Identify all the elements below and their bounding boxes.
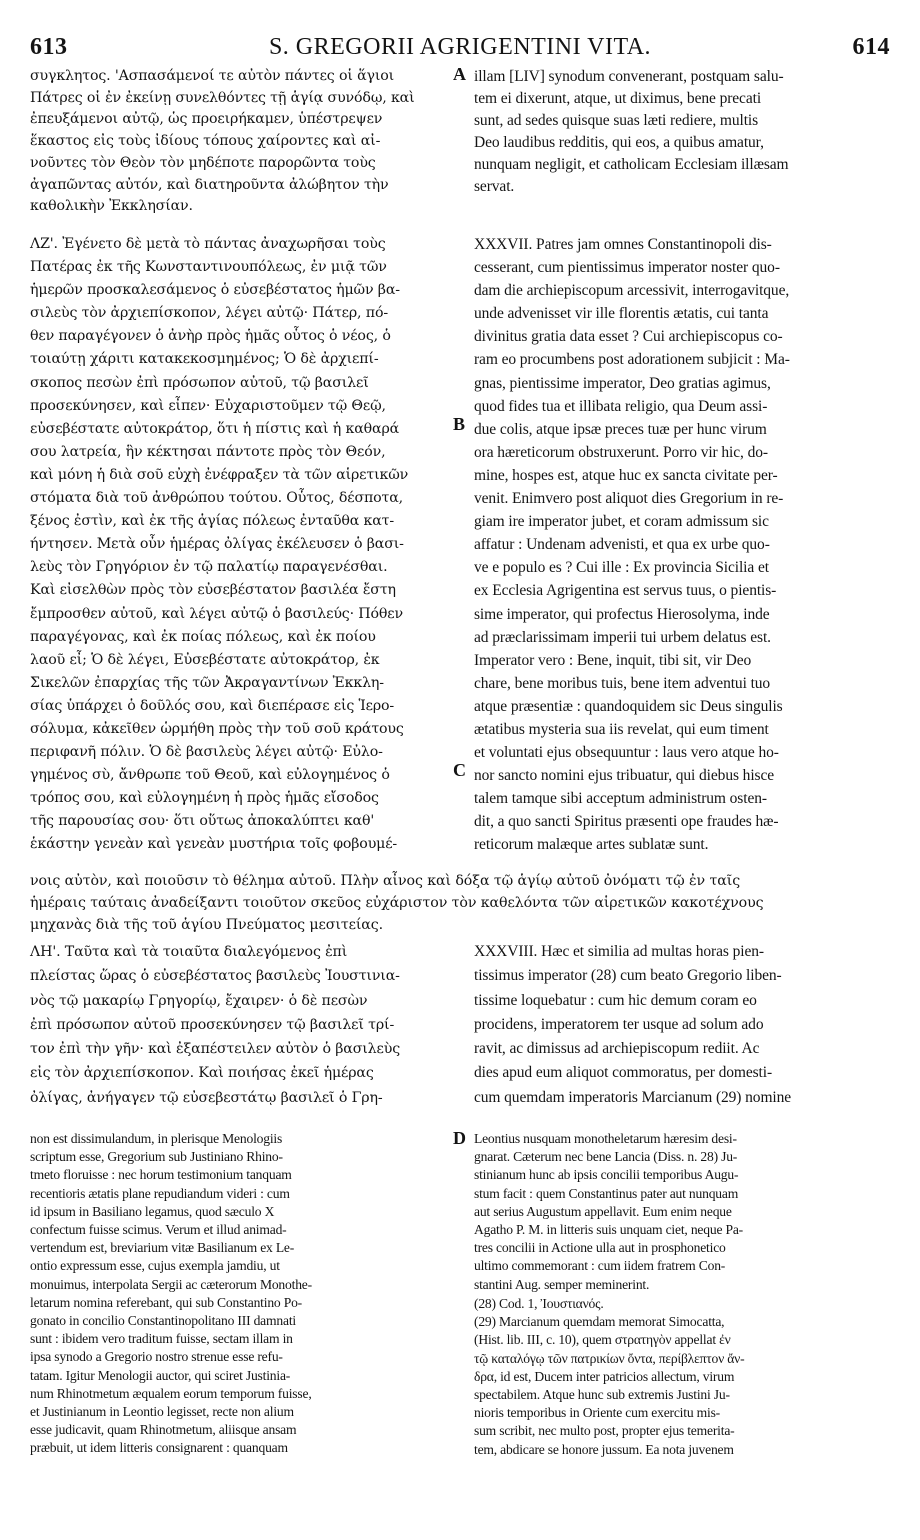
footnotes-left-column: non est dissimulandum, in plerisque Menologiis scriptum esse, Gregorium sub Justiniano Rhino- tmeto floruisse : nec horum testimonium tanquam recentioris ætatis plane repudiandum videri : cum id ipsum in Basiliano legamus, quod sæculo X confectum fuisse scimus. Verum et illud animad- vertendum est, breviarium vitæ Basilianum ex Le- ontio expressum esse, cujus exempla jamdiu, ut monuimus, interpolata Sergii ac cæterorum Monothe- letarum nomina referebant, qui sub Constantino Po- gonato in concilio Constantinopolitano III damnati sunt : ibidem vero traditum fuisse, sectam illam in ipsa synodo a Gregorio nostro strenue esse refu- tatam. Igitur Menologii auctor, qui sciret Justinia- num Rhinotmetum æqualem eorum temporum fuisse, et Justinianum in Leontio legisset, recte non alium esse judicavit, quam Rhinotmetum, aliisque ansam præbuit, ut idem litteris consignarent : quanquam xyxy=(30,1131,312,1456)
page-number-left: 613 xyxy=(30,34,68,60)
section-marker-c: C xyxy=(453,760,466,780)
latin-chapter-37: XXXVII. Patres jam omnes Constantinopoli dis- cesserant, cum pientissimus imperator noster quo- dam die archiepiscopum arcessivit, interrogavitque, unde advenisset vir ille florentis ætatis, cui tanta divinitus gratia data esset ? Cui archiepiscopus co- ram eo procumbens post adorationem subjicit : Ma- gnas, pientissime imperator, Deo gratias agimus, quod fides tua et illibata religio, qua Deum assi- due colis, atque ipsæ preces tuæ per hunc virum ora hæreticorum obstruxerunt. Porro vir hic, do- mine, hospes est, atque huc ex sancta civitate per- venit. Enimvero post aliquot dies Gregorium in re- giam ire imperator jubet, et coram admissum sic affatur : Undenam advenisti, et qua ex urbe quo- ve e populo es ? Cui ille : Ex provincia Sicilia et ex Ecclesia Agrigentina est servus tuus, o pientis- sime imperator, qui profectus Hierosolyma, inde ad præclarissimam imperii tui urbem delatus est. Imperator vero : Bene, inquit, tibi sit, vir Deo chare, bene moribus tuis, bene item adventui tuo atque præsentiæ : quandoquidem sic Deus singulis ætatibus mysteria sua iis revelat, qui eum timent et voluntati ejus obsequuntur : laus vero atque ho- nor sancto nomini ejus tribuatur, qui diebus hisce talem tamque sibi acceptum administrum osten- dit, a quo sancti Spiritus præsenti ope fraudes hæ- reticorum malæque artes sublatæ sunt. xyxy=(474,236,790,854)
latin-paragraph-1: illam [LIV] synodum convenerant, postquam salu- tem ei dixerunt, atque, ut diximus, bene precati sunt, ad sedes quisque suas læti rediere, multis Deo laudibus redditis, qui eos, a quibus amatur, nunquam negligit, et catholicam Ecclesiam illæsam servat. xyxy=(474,68,789,195)
greek-paragraph-1: συγκλητος. 'Ασπασάμενοί τε αὐτὸν πάντες οἱ ἅγιοι Πάτρες οἱ ἐν ἐκείνῃ συνελθόντες τῇ ἁγίᾳ συνόδῳ, καὶ ἐπευξάμενοι αὐτῷ, ὡς προειρήκαμεν, ὑπέστρεψεν ἕκαστος εἰς τοὺς ἰδίους τόπους χαίροντες καὶ αἰ- νοῦντες τὸν Θεὸν τὸν μηδέποτε παρορῶντα τοὺς ἀγαπῶντας αὐτόν, καὶ διατηροῦντα ἀλώβητον τὴν καθολικὴν Ἐκκλησίαν. xyxy=(30,68,415,215)
greek-chapter-37: ΛΖ'. Ἐγένετο δὲ μετὰ τὸ πάντας ἀναχωρῆσαι τοὺς Πατέρας ἐκ τῆς Κωνσταντινουπόλεως, ἐν μιᾷ τῶν ἡμερῶν προσκαλεσάμενος ὁ εὐσεβέστατος ἡμῶν βα- σιλεὺς τὸν ἀρχιεπίσκοπον, λέγει αὐτῷ· Πάτερ, πό- θεν παραγέγονεν ὁ ἀνὴρ πρὸς ἡμᾶς οὗτος ὁ νέος, ὁ τοιαύτῃ χάριτι κατακεκοσμημένος; Ὁ δὲ ἀρχιεπί- σκοπος πεσὼν ἐπὶ πρόσωπον αὐτοῦ, τῷ βασιλεῖ προσεκύνησεν, καὶ εἶπεν· Εὐχαριστοῦμεν τῷ Θεῷ, εὐσεβέστατε αὐτοκράτορ, ὅτι ἡ πίστις καὶ ἡ καθαρά σου λατρεία, ἣν κέκτησαι πάντοτε πρὸς τὸν Θεόν, καὶ μόνη ἡ διὰ σοῦ εὐχὴ ἐνέφραξεν τὰ τῶν αἱρετικῶν στόματα διὰ τοῦ ἀνθρώπου τούτου. Οὗτος, δέσποτα, ξένος ἐστὶν, καὶ ἐκ τῆς ἁγίας πόλεως ἐνταῦθα κατ- ήντησεν. Μετὰ οὖν ἡμέρας ὀλίγας ἐκέλευσεν ὁ βασι- λεὺς τὸν Γρηγόριον ἐν τῷ παλατίῳ παραγενέσθαι. Καὶ εἰσελθὼν πρὸς τὸν εὐσεβέστατον βασιλέα ἔστη ἔμπροσθεν αὐτοῦ, καὶ λέγει αὐτῷ ὁ βασιλεύς· Πόθεν παραγέγονας, καὶ ἐκ ποίας πόλεως, καὶ ἐκ ποίου λαοῦ εἶ; Ὁ δὲ λέγει, Εὐσεβέστατε αὐτοκράτορ, ἐκ Σικελῶν ἐπαρχίας τῆς τῶν Ἀκραγαντίνων Ἐκκλη- σίας ὑπάρχει ὁ δοῦλός σου, καὶ διεπέρασε εἰς Ἱερο- σόλυμα, κἀκεῖθεν ὡρμήθη πρὸς τὴν τοῦ σοῦ κράτους περιφανῆ πόλιν. Ὁ δὲ βασιλεὺς λέγει αὐτῷ· Εὐλο- γημένος σὺ, ἄνθρωπε τοῦ Θεοῦ, καὶ εὐλογημένος ὁ τρόπος σου, καὶ εὐλογημένη ἡ πρὸς ἡμᾶς εἴσοδος τῆς παρουσίας σου· ὅτι οὕτως ἀποκαλύπτει καθ' ἑκάστην γενεὰν καὶ γενεὰν μυστήρια τοῖς φοβουμέ- xyxy=(30,236,409,853)
footnotes-numbered-notes: (28) Cod. 1, Ἰουστιανός. (29) Marcianum quemdam memorat Simocatta, (Hist. lib. III, c. 10), quem στρατηγὸν appellat ἐν τῷ καταλόγῳ τῶν πατρικίων ὄντα, περίβλεπτον ἄν- δρα, id est, Ducem inter patricios allectum, virum spectabilem. Atque hunc sub extremis Justini Ju- nioris temporibus in Oriente cum exercitu mis- sum scribit, nec multo post, propter ejus temerita- tem, abdicare se honore jussum. Ea nota juvenem xyxy=(474,1296,745,1457)
section-marker-d: D xyxy=(453,1128,466,1148)
greek-chapter-38: ΛΗ'. Ταῦτα καὶ τὰ τοιαῦτα διαλεγόμενος ἐπὶ πλείστας ὥρας ὁ εὐσεβέστατος βασιλεὺς Ἰουστινια- νὸς τῷ μακαρίῳ Γρηγορίῳ, ἔχαιρεν· ὁ δὲ πεσὼν ἐπὶ πρόσωπον αὐτοῦ προσεκύνησεν τῷ βασιλεῖ τρί- τον ἐπὶ τὴν γῆν· καὶ ἐξαπέστειλεν αὐτὸν ὁ βασιλεὺς εἰς τὸν ἀρχιεπίσκοπον. Καὶ ποιήσας ἐκεῖ ἡμέρας ὀλίγας, ἀνήγαγεν τῷ εὐσεβεστάτῳ βασιλεῖ ὁ Γρη- xyxy=(30,944,400,1106)
page-number-right: 614 xyxy=(852,34,890,60)
latin-chapter-38: XXXVIII. Hæc et similia ad multas horas pien- tissimus imperator (28) cum beato Gregorio liben- tissime loquebatur : cum hic demum coram eo procidens, imperatorem ter usque ad solum ado ravit, ac dimissus ad archiepiscopum rediit. Ac dies apud eum aliquot commoratus, per domesti- cum quemdam imperatoris Marcianum (29) nomine xyxy=(474,943,792,1106)
running-header xyxy=(30,32,890,62)
greek-full-width-continuation: νοις αὐτὸν, καὶ ποιοῦσιν τὸ θέλημα αὐτοῦ. Πλὴν αἶνος καὶ δόξα τῷ ἁγίῳ αὐτοῦ ὀνόματι τῷ ἐν ταῖς ἡμέραις ταύταις ἀναδείξαντι τοιοῦτον σκεῦος εὐχάριστον τὸν καθελόντα τῶν αἱρετικῶν κακοτέχνους μηχανὰς διὰ τῆς τοῦ ἁγίου Πνεύματος μεσιτείας. xyxy=(30,873,764,933)
section-marker-a: A xyxy=(453,64,466,84)
section-marker-b: B xyxy=(453,414,466,434)
running-title: S. GREGORII AGRIGENTINI VITA. xyxy=(268,34,652,60)
footnotes-right-column-continuation: Leontius nusquam monotheletarum hæresim desi- gnarat. Cæterum nec bene Lancia (Diss. n. 28) Ju- stinianum hunc ab ipsis concilii temporibus Augu- stum facit : quem Constantinus pater aut nunquam aut serius Augustum appellavit. Eum enim neque Agatho P. M. in litteris suis unquam ciet, neque Pa- tres concilii in Actione ulla aut in prosphonetico ultimo commemorant : cum iidem fratrem Con- stantini Aug. semper meminerint. xyxy=(474,1131,743,1292)
